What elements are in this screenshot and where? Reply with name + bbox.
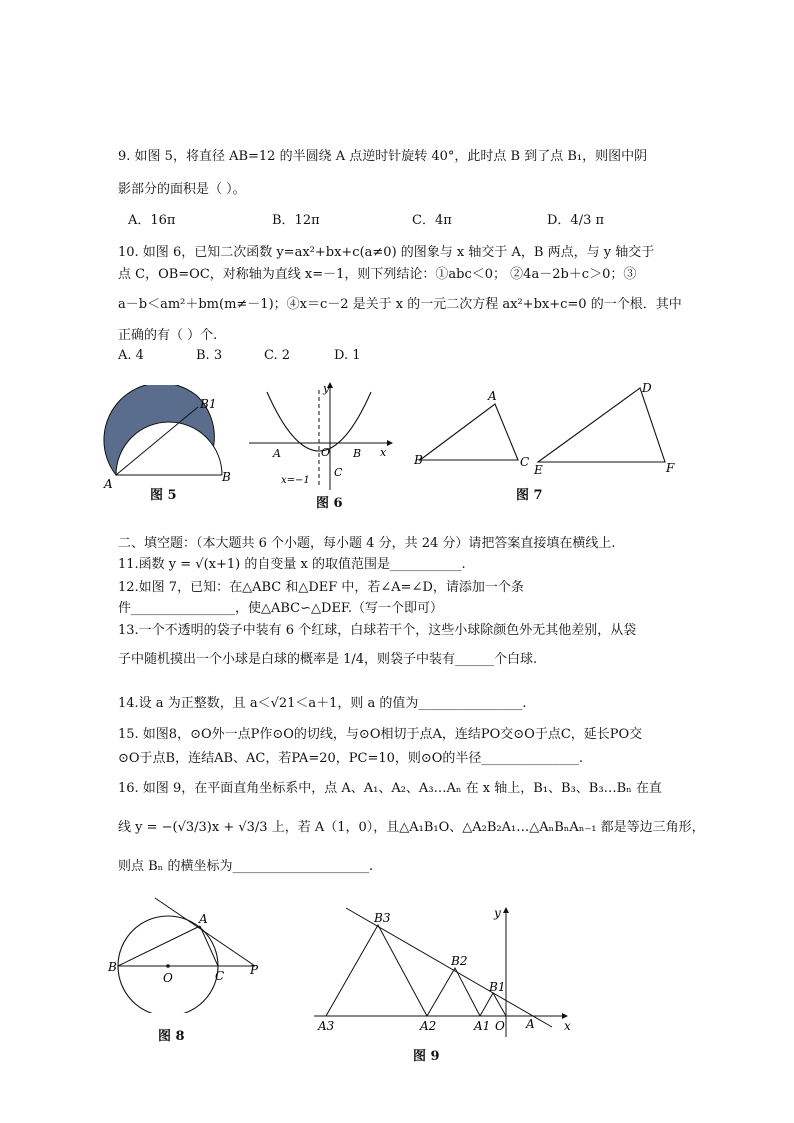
figure-8-tangent-line — [155, 898, 255, 966]
figure-9-label-y: y — [494, 906, 501, 920]
q16-line3: 则点 Bₙ 的横坐标为_____________________. — [118, 859, 374, 874]
figure-7-label-e: E — [534, 463, 543, 477]
figure-8-label-p: P — [250, 963, 259, 977]
figure-5-label-a: A — [104, 477, 113, 490]
q9-line1: 9. 如图 5，将直径 AB=12 的半圆绕 A 点逆时针旋转 40°，此时点 B 到了点 B₁，则图中阴 — [118, 149, 648, 164]
q10-option-a: A. 4 — [118, 348, 144, 363]
figure-6-caption: 图 6 — [316, 496, 343, 511]
q16-line1: 16. 如图 9，在平面直角坐标系中，点 A、A₁、A₂、A₃…Aₙ 在 x 轴上，B₁、B₃、B₃…Bₙ 在直 — [118, 781, 662, 796]
figure-9-y-arrow — [503, 907, 509, 913]
figure-7-triangle-abc — [420, 404, 518, 460]
figure-8-label-c: C — [215, 969, 225, 983]
q11: 11.函数 y = √(x+1) 的自变量 x 的取值范围是___________. — [118, 557, 466, 572]
figure-8-center-dot — [166, 964, 170, 968]
figure-8-label-b: B — [108, 960, 117, 974]
figure-8-caption: 图 8 — [158, 1029, 185, 1044]
figure-6-label-axis: x=−1 — [281, 475, 310, 486]
figure-5-caption: 图 5 — [150, 488, 177, 503]
figure-7-triangle-def — [538, 388, 665, 462]
q10-line2: 点 C，OB=OC，对称轴为直线 x=－1，则下列结论：①abc＜0； ②4a－2b＋c＞0；③ — [118, 267, 637, 282]
q12-line1: 12.如图 7，已知：在△ABC 和△DEF 中，若∠A=∠D，请添加一个条 — [118, 580, 524, 595]
figure-9-triangle-3 — [326, 925, 427, 1016]
figure-7-label-c: C — [520, 455, 530, 469]
figure-7 — [410, 378, 685, 478]
figure-7-label-a: A — [488, 389, 497, 403]
q15-line1: 15. 如图8，⊙O外一点P作⊙O的切线，与⊙O相切于点A，连结PO交⊙O于点C，延长PO交 — [118, 727, 643, 742]
figure-9-label-x: x — [564, 1019, 571, 1033]
q9-option-c: C．4π — [412, 213, 452, 228]
figure-9-label-a1: A1 — [474, 1019, 491, 1033]
figure-9-caption: 图 9 — [413, 1049, 440, 1064]
figure-5-label-b: B — [222, 470, 231, 484]
figure-6-label-o: O — [321, 446, 331, 459]
q14: 14.设 a 为正整数，且 a＜√21＜a＋1，则 a 的值为________________. — [118, 696, 527, 711]
q9-option-a: A．16π — [128, 213, 176, 228]
q10-option-c: C. 2 — [264, 348, 291, 363]
q16-line2: 线 y = −(√3/3)x + √3/3 上，若 A（1，0），且△A₁B₁O、△A₂B₂A₁…△AₙBₙAₙ₋₁ 都是等边三角形， — [118, 820, 705, 835]
figure-5-label-b1: B1 — [200, 397, 217, 411]
figure-6-label-c: C — [334, 466, 343, 479]
figure-6-label-b: B — [353, 447, 362, 460]
figure-5 — [98, 385, 248, 490]
figure-8-chord-ac — [200, 926, 218, 966]
figure-7-label-d: D — [642, 381, 652, 395]
figure-8-chord-ab — [118, 926, 200, 966]
figure-6-x-arrow — [387, 440, 393, 446]
q9-line2: 影部分的面积是（ ）。 — [118, 182, 246, 197]
figure-7-caption: 图 7 — [516, 488, 543, 503]
figure-9-triangle-2 — [427, 968, 480, 1016]
figure-9 — [312, 903, 582, 1038]
figure-9-label-a3: A3 — [318, 1019, 335, 1033]
figure-9-label-a2: A2 — [420, 1019, 437, 1033]
figure-9-line — [346, 908, 552, 1027]
figure-9-label-b1: B1 — [489, 980, 506, 994]
section-2-heading: 二、填空题：（本大题共 6 个小题，每小题 4 分，共 24 分）请把答案直接填在横线上. — [118, 536, 616, 551]
figure-6-label-x: x — [380, 446, 387, 459]
figure-8 — [105, 893, 270, 1013]
figure-6-label-y: y — [323, 382, 330, 395]
q13-line1: 13.一个不透明的袋子中装有 6 个红球，白球若干个，这些小球除颜色外无其他差别，从袋 — [118, 623, 637, 638]
figure-9-label-b3: B3 — [374, 911, 391, 925]
figure-8-label-o: O — [163, 971, 173, 985]
q10-line4: 正确的有（ ）个. — [118, 328, 218, 343]
q15-line2: ⊙O于点B，连结AB、AC，若PA=20，PC=10，则⊙O的半径_______________. — [118, 751, 584, 766]
q13-line2: 子中随机摸出一个小球是白球的概率是 1/4，则袋子中装有______个白球. — [118, 652, 538, 667]
q9-option-b: B．12π — [272, 213, 320, 228]
q10-line1: 10. 如图 6，已知二次函数 y=ax²+bx+c(a≠0) 的图象与 x 轴交于 A，B 两点，与 y 轴交于 — [118, 245, 655, 260]
figure-9-triangle-1 — [480, 993, 506, 1016]
q9-option-d: D．4/3 π — [547, 213, 605, 228]
figure-9-label-a: A — [526, 1017, 535, 1031]
figure-7-label-f: F — [666, 461, 675, 475]
q12-line2: 件________________，使△ABC∽△DEF.（写一个即可） — [118, 601, 444, 616]
figure-9-label-b2: B2 — [451, 954, 468, 968]
figure-8-label-a: A — [199, 912, 208, 926]
figure-6 — [245, 380, 395, 492]
q10-option-b: B. 3 — [196, 348, 223, 363]
q10-line3: a－b＜am²＋bm(m≠－1)；④x＝c－2 是关于 x 的一元二次方程 ax²+bx+c=0 的一个根．其中 — [118, 297, 682, 312]
figure-7-label-b: B — [414, 453, 423, 467]
figure-6-label-a: A — [273, 447, 281, 460]
figure-9-label-o: O — [495, 1019, 505, 1033]
q10-option-d: D. 1 — [334, 348, 361, 363]
